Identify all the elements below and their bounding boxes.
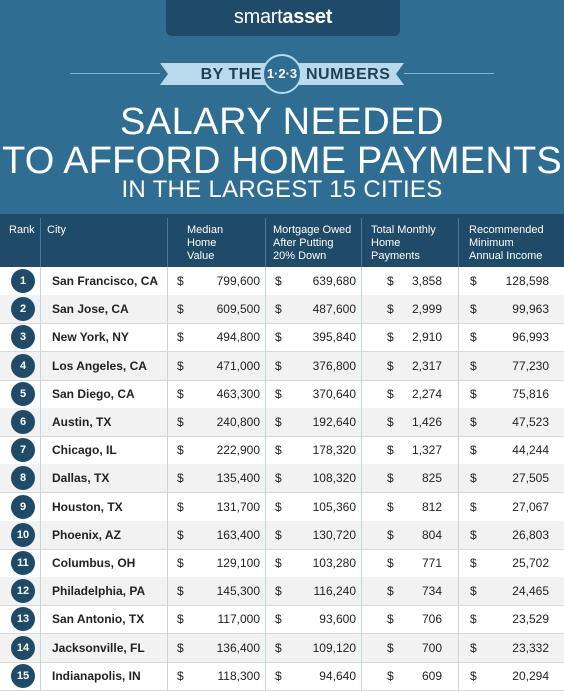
currency-symbol: $ [177,302,184,317]
city-name: Philadelphia, PA [52,584,146,599]
median-value: 494,800 [216,330,260,345]
monthly-value: 2,317 [411,358,442,373]
currency-symbol: $ [177,274,184,288]
title-line-2: TO AFFORD HOME PAYMENTS [2,140,562,182]
header-line: Median [187,224,224,236]
income-value: 23,332 [512,640,549,655]
currency-symbol: $ [387,274,394,288]
table-row [0,662,564,691]
income-value: 44,244 [512,443,549,458]
currency-symbol: $ [387,584,394,599]
rank-badge: 8 [11,466,35,490]
currency-symbol: $ [470,415,477,429]
currency-symbol: $ [470,358,477,373]
currency-symbol: $ [275,527,282,542]
rank-badge: 12 [11,579,35,603]
mortgage-value: 105,360 [312,499,356,514]
currency-symbol: $ [387,330,394,345]
median-value: 609,500 [216,302,260,317]
currency-symbol: $ [177,443,184,458]
header-divider [458,218,459,267]
currency-symbol: $ [177,556,184,570]
table-row [0,295,564,324]
monthly-value: 734 [421,584,442,599]
city-name: San Antonio, TX [52,612,145,627]
column-divider [265,218,266,690]
median-value: 471,000 [216,358,260,373]
income-value: 24,465 [512,584,549,599]
table-row [0,577,564,606]
city-name: San Francisco, CA [52,274,159,288]
column-divider [361,218,362,690]
mortgage-value: 93,600 [319,612,356,627]
currency-symbol: $ [275,358,282,373]
table-row [0,408,564,437]
currency-symbol: $ [470,302,477,317]
median-value: 118,300 [217,668,260,683]
mortgage-value: 178,320 [312,443,356,458]
income-value: 20,294 [512,668,549,683]
monthly-value: 3,858 [411,274,442,288]
currency-symbol: $ [177,386,184,401]
mortgage-value: 109,120 [312,640,356,655]
smartasset-logo[interactable] [166,6,400,29]
column-divider [458,218,459,690]
currency-symbol: $ [470,612,477,627]
currency-symbol: $ [470,527,477,542]
currency-symbol: $ [470,499,477,514]
rank-badge: 3 [11,325,35,349]
currency-symbol: $ [177,415,184,429]
title-line-1: SALARY NEEDED [119,101,444,143]
column-header-median [187,224,223,263]
currency-symbol: $ [387,471,394,486]
currency-symbol: $ [177,584,184,599]
numbers-badge: 1·2·3 [262,54,302,94]
monthly-value: 1,426 [411,415,442,429]
city-name: Austin, TX [52,415,112,429]
mortgage-value: 395,840 [312,330,356,345]
column-header-monthly [371,224,436,263]
rank-badge: 6 [11,410,35,434]
currency-symbol: $ [177,358,184,373]
currency-symbol: $ [177,640,184,655]
currency-symbol: $ [470,556,477,570]
mortgage-value: 130,720 [312,527,356,542]
currency-symbol: $ [275,274,282,288]
currency-symbol: $ [470,386,477,401]
monthly-value: 2,910 [411,330,442,345]
table-row [0,352,564,381]
currency-symbol: $ [275,302,282,317]
median-value: 799,600 [216,274,260,288]
monthly-value: 825 [421,471,442,486]
header-divider [167,218,168,267]
currency-symbol: $ [275,471,282,486]
city-name: Los Angeles, CA [52,358,147,373]
rank-badge: 9 [11,495,35,519]
header-line: Value [187,250,215,262]
title-line-3: IN THE LARGEST 15 CITIES [121,176,443,203]
rank-badge: 5 [11,382,35,406]
rank-badge: 2 [11,297,35,321]
currency-symbol: $ [275,612,282,627]
median-value: 240,800 [216,415,260,429]
median-value: 145,300 [216,584,260,599]
monthly-value: 609 [421,668,442,683]
currency-symbol: $ [387,302,394,317]
mortgage-value: 487,600 [312,302,356,317]
currency-symbol: $ [177,612,184,627]
currency-symbol: $ [387,386,394,401]
currency-symbol: $ [470,330,477,345]
currency-symbol: $ [177,471,184,486]
rank-badge: 1 [11,269,35,293]
currency-symbol: $ [275,584,282,599]
currency-symbol: $ [387,556,394,570]
currency-symbol: $ [470,668,477,683]
income-value: 96,993 [512,330,549,345]
ribbon-notch-left [160,63,168,85]
income-value: 27,505 [512,471,549,486]
median-value: 136,400 [216,640,260,655]
city-name: Phoenix, AZ [52,527,121,542]
header-banner [0,0,564,214]
rank-badge: 15 [11,664,35,688]
table-row [0,436,564,465]
income-value: 128,598 [505,274,549,288]
currency-symbol: $ [275,443,282,458]
table-row [0,521,564,550]
logo-tab [166,0,400,36]
currency-symbol: $ [470,274,477,288]
monthly-value: 2,274 [411,386,442,401]
currency-symbol: $ [177,330,184,345]
rank-badge: 10 [11,523,35,547]
column-header-rank: Rank [9,224,35,236]
currency-symbol: $ [470,471,477,486]
mortgage-value: 94,640 [319,668,356,683]
rank-badge: 14 [11,636,35,660]
monthly-value: 706 [421,612,442,627]
income-value: 23,529 [512,612,549,627]
currency-symbol: $ [387,358,394,373]
table-row [0,323,564,352]
column-header-mortgage [273,224,351,263]
header-line: Home [187,237,217,249]
table-row [0,267,564,296]
currency-symbol: $ [275,668,282,683]
logo-part-asset: asset [282,6,333,28]
monthly-value: 804 [421,527,442,542]
monthly-value: 812 [421,499,442,514]
mortgage-value: 376,800 [312,358,356,373]
currency-symbol: $ [177,527,184,542]
city-name: Columbus, OH [52,556,136,570]
column-header-income [469,224,544,263]
ribbon-text-left: BY THE [200,66,262,83]
currency-symbol: $ [275,556,282,570]
table-row [0,605,564,634]
monthly-value: 700 [421,640,442,655]
header-line: 20% Down [273,250,327,262]
currency-symbol: $ [387,499,394,514]
table-row [0,634,564,663]
median-value: 131,700 [216,499,260,514]
currency-symbol: $ [387,668,394,683]
rank-badge: 4 [11,354,35,378]
income-value: 47,523 [512,415,549,429]
currency-symbol: $ [387,612,394,627]
header-divider [265,218,266,267]
city-name: San Jose, CA [52,302,129,317]
mortgage-value: 108,320 [312,471,356,486]
city-name: Dallas, TX [52,471,110,486]
table-row [0,464,564,493]
monthly-value: 771 [421,556,442,570]
header-line: Minimum [469,237,514,249]
median-value: 463,300 [216,386,260,401]
mortgage-value: 192,640 [312,415,356,429]
city-name: Chicago, IL [52,443,117,458]
column-divider [167,218,168,690]
by-the-numbers-ribbon [160,63,404,85]
income-value: 26,803 [512,527,549,542]
income-value: 77,230 [512,358,549,373]
median-value: 129,100 [216,556,260,570]
currency-symbol: $ [387,415,394,429]
header-line: Home [371,237,401,249]
currency-symbol: $ [177,499,184,514]
mortgage-value: 370,640 [312,386,356,401]
header-line: Mortgage Owed [273,224,352,236]
currency-symbol: $ [387,527,394,542]
header-divider [361,218,362,267]
ribbon-text-right: NUMBERS [306,66,391,83]
city-name: Jacksonville, FL [52,640,145,655]
city-name: New York, NY [52,330,129,345]
currency-symbol: $ [470,443,477,458]
mortgage-value: 639,680 [312,274,356,288]
mortgage-value: 116,240 [313,584,356,599]
currency-symbol: $ [275,640,282,655]
median-value: 222,900 [216,443,260,458]
currency-symbol: $ [275,415,282,429]
column-divider [40,218,41,690]
header-line: Payments [371,250,420,262]
city-name: Indianapolis, IN [52,668,141,683]
mortgage-value: 103,280 [312,556,356,570]
rank-badge: 13 [11,607,35,631]
table-row [0,380,564,409]
ribbon-notch-right [396,63,404,85]
median-value: 117,000 [217,612,260,627]
currency-symbol: $ [275,499,282,514]
income-value: 99,963 [512,302,549,317]
table-header [0,214,564,267]
currency-symbol: $ [470,640,477,655]
currency-symbol: $ [387,640,394,655]
income-value: 75,816 [512,386,549,401]
income-value: 25,702 [512,556,549,570]
currency-symbol: $ [387,443,394,458]
header-divider [40,218,41,267]
currency-symbol: $ [470,584,477,599]
city-name: San Diego, CA [52,386,135,401]
header-line: Recommended [469,224,544,236]
median-value: 163,400 [216,527,260,542]
monthly-value: 1,327 [411,443,442,458]
logo-part-smart: smart [233,6,283,28]
rank-badge: 11 [11,551,35,575]
monthly-value: 2,999 [411,302,442,317]
income-value: 27,067 [512,499,549,514]
median-value: 135,400 [216,471,260,486]
column-header-city: City [47,224,66,236]
header-line: Annual Income [469,250,543,262]
currency-symbol: $ [177,668,184,683]
city-name: Houston, TX [52,499,123,514]
table-row [0,549,564,578]
table-row [0,493,564,522]
header-line: Total Monthly [371,224,436,236]
currency-symbol: $ [275,330,282,345]
currency-symbol: $ [275,386,282,401]
header-line: After Putting [273,237,334,249]
rank-badge: 7 [11,438,35,462]
